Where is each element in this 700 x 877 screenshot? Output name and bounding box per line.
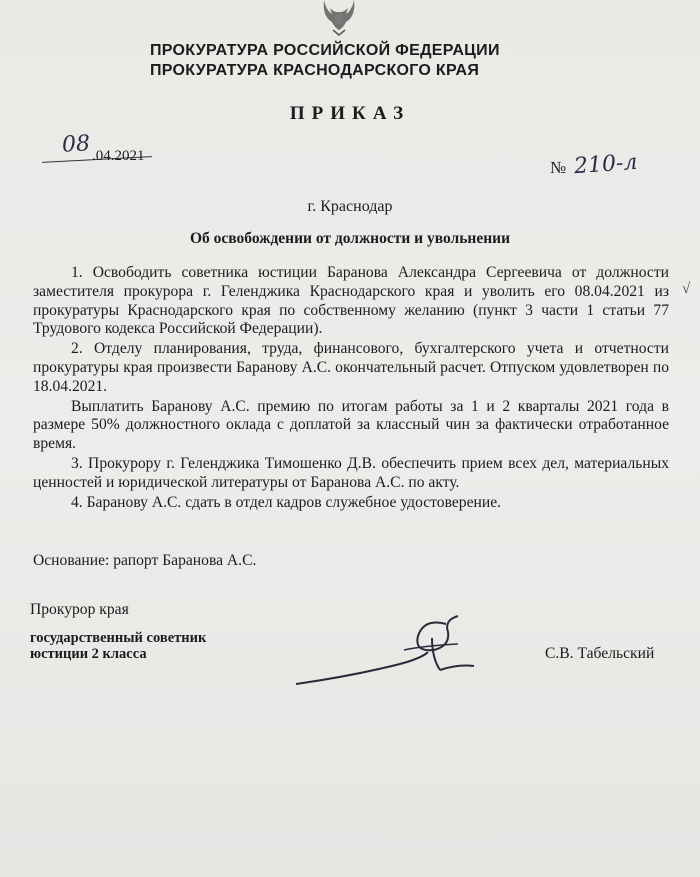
margin-check-mark: √ xyxy=(682,281,691,297)
order-number-handwritten: 210-л xyxy=(573,149,639,180)
signatory-position: Прокурор края xyxy=(30,601,129,618)
order-body xyxy=(33,264,669,512)
paragraph-4: 4. Баранову А.С. сдать в отдел кадров служебное удостоверение. xyxy=(71,493,502,511)
signatory-name: С.В. Табельский xyxy=(545,645,655,662)
order-number-prefix: № xyxy=(550,158,567,177)
paragraph-2-bonus: Выплатить Баранову А.С. премию по итогам работы за 1 и 2 кварталы 2021 года в размере 50% должностного оклада с доплатой за классный чин за фактически отработанное время. xyxy=(33,397,669,453)
org-name-federal: ПРОКУРАТУРА РОССИЙСКОЙ ФЕДЕРАЦИИ xyxy=(150,42,500,59)
handwritten-signature-icon xyxy=(282,612,482,692)
org-name-regional: ПРОКУРАТУРА КРАСНОДАРСКОГО КРАЯ xyxy=(150,62,480,79)
city: г. Краснодар xyxy=(307,198,393,215)
paragraph-2: 2. Отделу планирования, труда, финансового, бухгалтерского учета и отчетности прокуратуры края произвести Баранову А.С. окончательный расчет. Отпуском удовлетворен по 18.04.2021. xyxy=(33,340,669,395)
coat-of-arms-emblem-icon xyxy=(318,0,360,36)
date-month-year: .04.2021 xyxy=(92,148,145,164)
order-subject: Об освобождении от должности и увольнении xyxy=(189,230,511,247)
basis-line: Основание: рапорт Баранова А.С. xyxy=(33,552,257,569)
document-title: ПРИКАЗ xyxy=(289,103,411,124)
paragraph-3: 3. Прокурору г. Геленджика Тимошенко Д.В. обеспечить прием всех дел, материальных ценностей и юридической литературы от Баранова А.С. по акту. xyxy=(33,454,669,491)
signatory-rank-line2: юстиции 2 класса xyxy=(30,646,147,662)
paragraph-1: 1. Освободить советника юстиции Баранова Александра Сергеевича от должности заместителя прокурора г. Геленджика Краснодарского края и уволить его 08.04.2021 из прокуратуры Краснодарского края по собственному желанию (пункт 3 части 1 статьи 77 Трудового кодекса Российской Федерации). xyxy=(33,264,669,338)
signatory-rank xyxy=(30,630,206,662)
signatory-rank-line1: государственный советник xyxy=(30,630,207,646)
handwritten-day: 08 xyxy=(61,131,91,158)
